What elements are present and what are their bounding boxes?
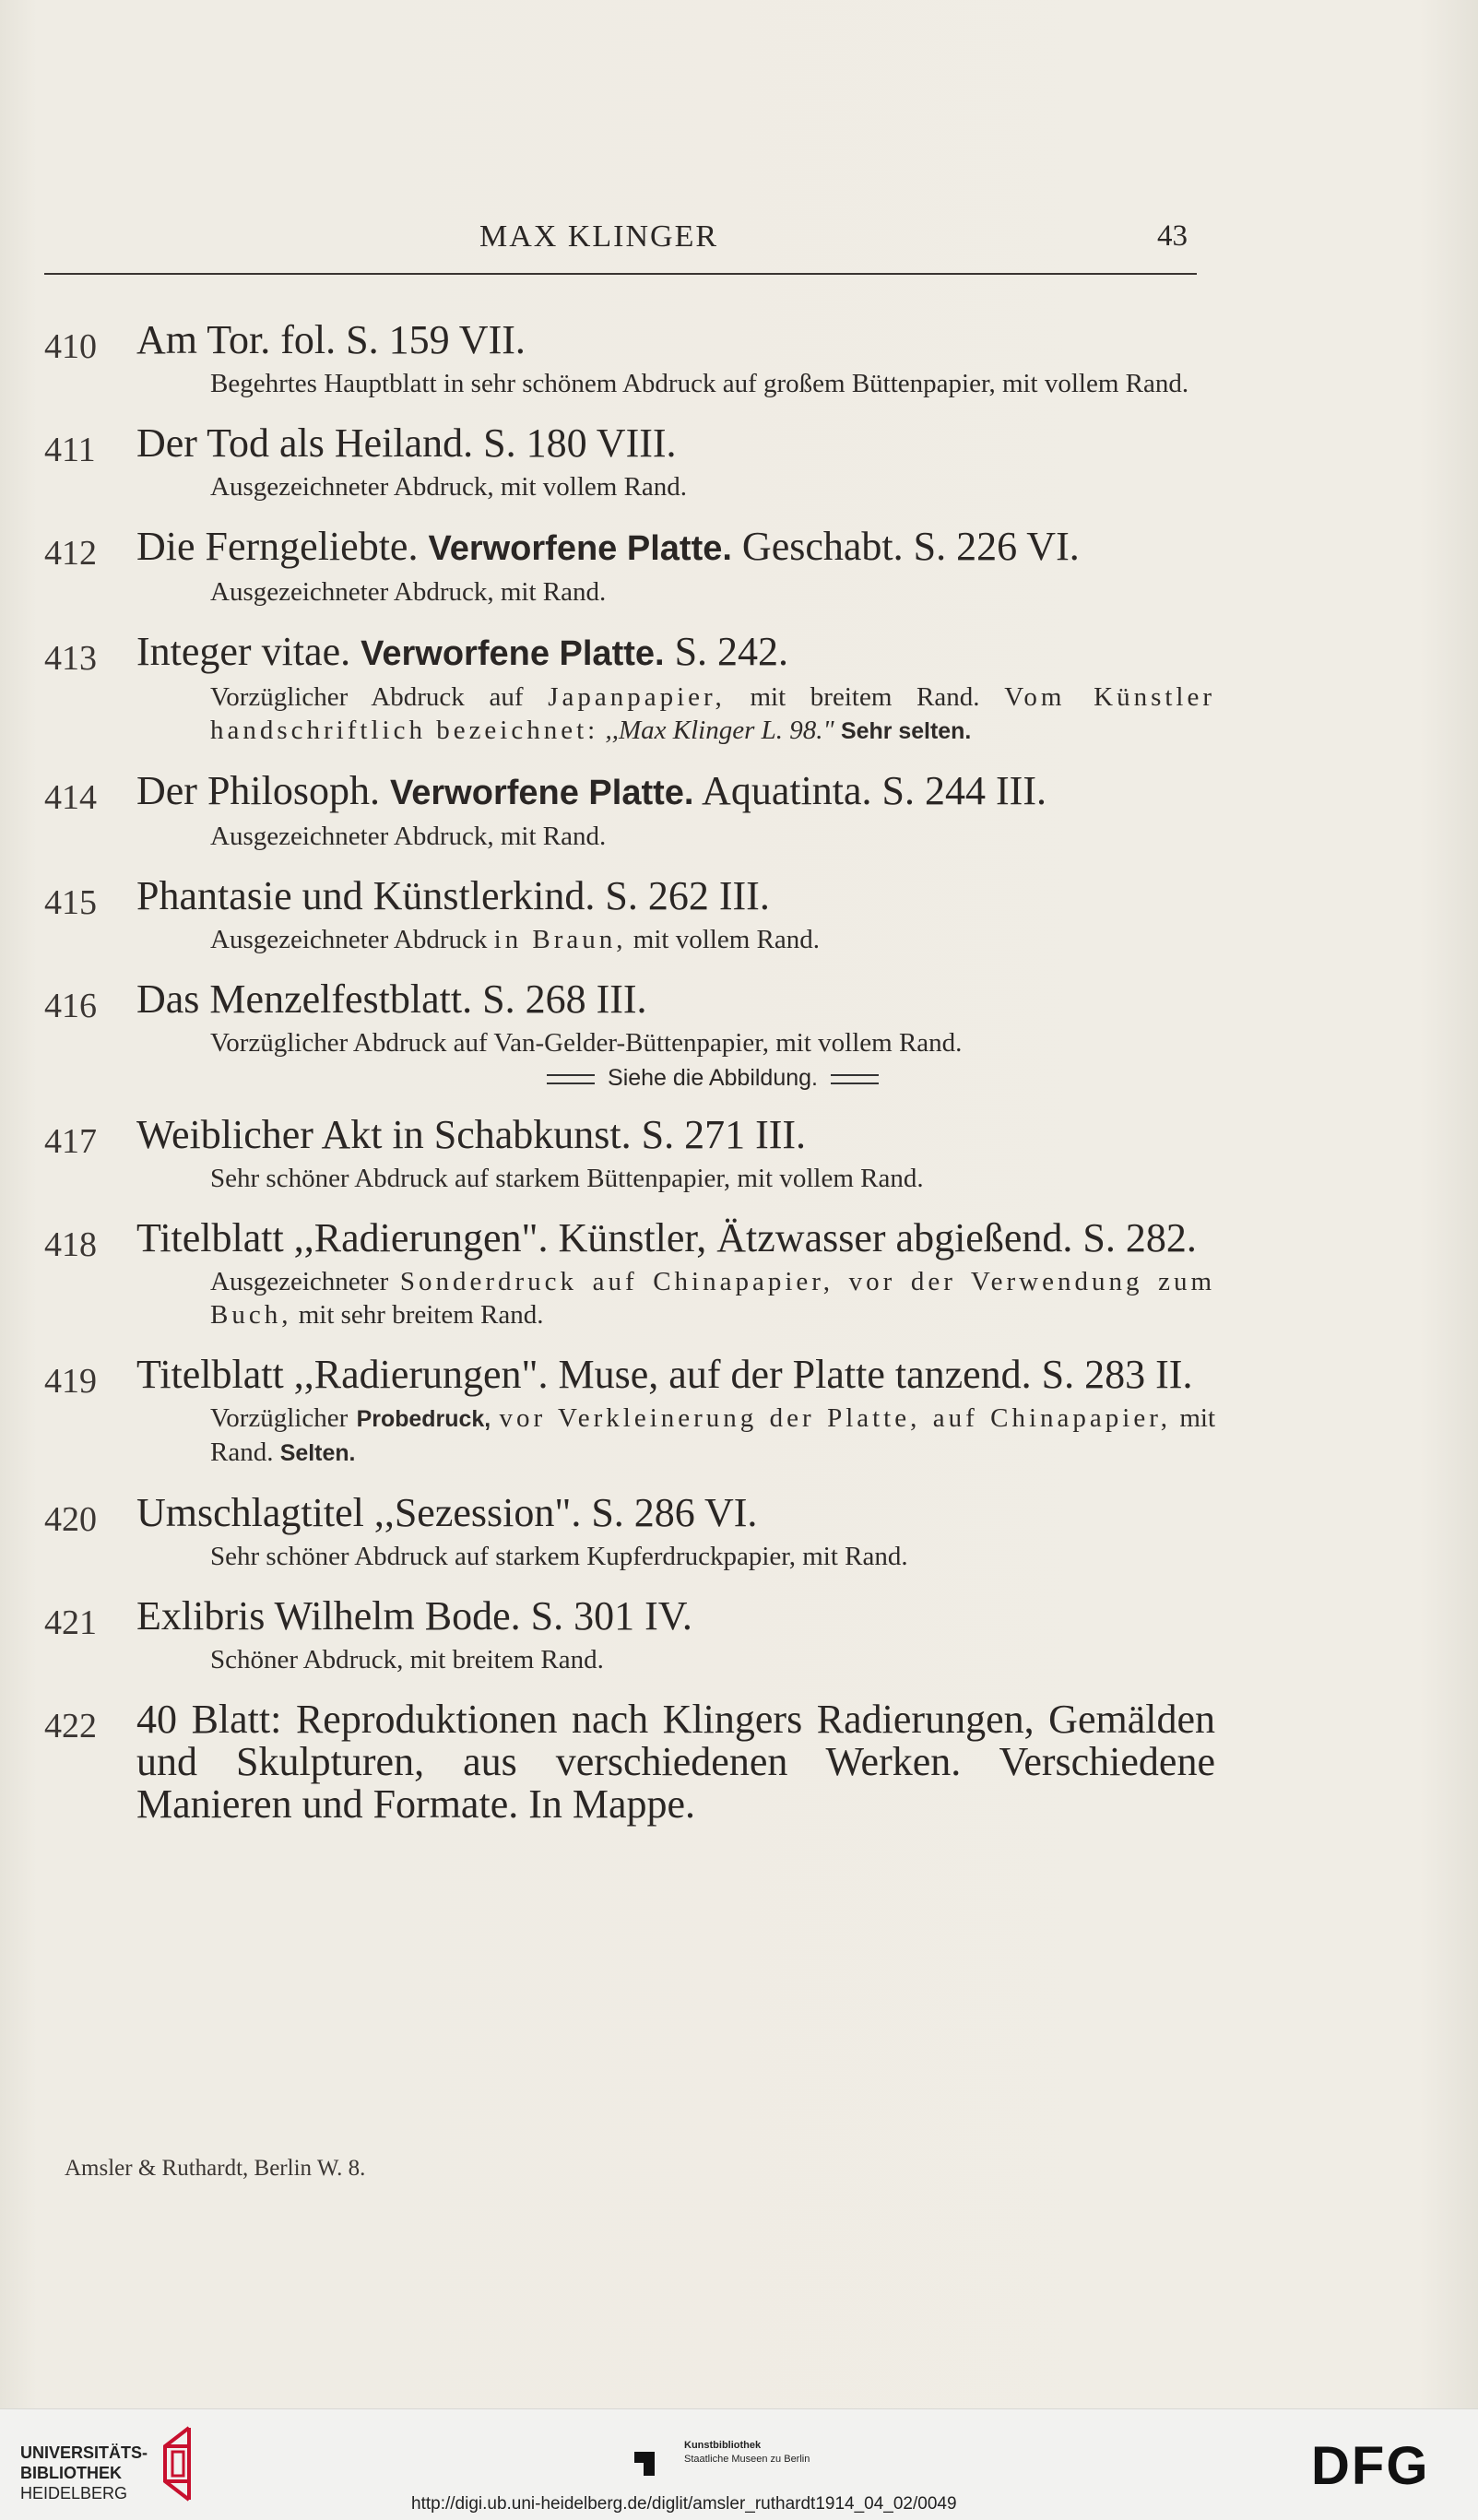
header-rule bbox=[44, 273, 1197, 275]
desc-spaced: in Braun, bbox=[493, 925, 627, 954]
entry-number: 411 bbox=[44, 431, 96, 469]
digitization-footer bbox=[0, 2408, 1478, 2520]
entry-description: Ausgezeichneter Abdruck, mit Rand. bbox=[210, 822, 607, 851]
desc-part: Vorzüglicher Abdruck auf bbox=[210, 682, 524, 712]
desc-spaced: Sonderdruck auf Chinapapier, vor der Verwendung zum Buch, bbox=[210, 1267, 1216, 1330]
entry-title: Umschlagtitel ,,Sezession". S. 286 VI. bbox=[136, 1490, 758, 1535]
entry-title: Das Menzelfestblatt. S. 268 III. bbox=[136, 976, 647, 1022]
entry-number: 415 bbox=[44, 883, 97, 922]
publisher-imprint: Amsler & Ruthardt, Berlin W. 8. bbox=[65, 2156, 366, 2181]
entry-number: 412 bbox=[44, 534, 97, 573]
entry-description: Sehr schöner Abdruck auf starkem Büttenpapier, mit vollem Rand. bbox=[210, 1164, 924, 1193]
entry-number: 421 bbox=[44, 1603, 97, 1642]
kunstbibliothek-emblem-icon bbox=[633, 2444, 669, 2478]
catalog-entry bbox=[44, 631, 1215, 748]
entry-number: 422 bbox=[44, 1707, 97, 1745]
desc-part: mit vollem Rand. bbox=[633, 925, 820, 954]
double-rule bbox=[831, 1074, 879, 1084]
catalog-entry bbox=[44, 1698, 1215, 1826]
title-part: Integer vitae. bbox=[136, 629, 351, 674]
title-part: Der Philosoph. bbox=[136, 768, 380, 813]
desc-bold: Selten. bbox=[279, 1440, 356, 1466]
kb-line: Staatliche Museen zu Berlin bbox=[684, 2454, 810, 2465]
entry-title: Weiblicher Akt in Schabkunst. S. 271 III. bbox=[136, 1112, 807, 1157]
catalog-entry bbox=[44, 1492, 1215, 1573]
catalog-entry bbox=[44, 770, 1215, 853]
desc-bold: Sehr selten. bbox=[840, 718, 972, 744]
title-emphasis: Verworfene Platte. bbox=[428, 529, 732, 568]
permalink-url[interactable]: http://digi.ub.uni-heidelberg.de/diglit/amsler_ruthardt1914_04_02/0049 bbox=[411, 2494, 957, 2514]
catalog-entry bbox=[44, 1354, 1215, 1470]
desc-italic: L. 98." bbox=[761, 716, 834, 745]
entry-title: Exlibris Wilhelm Bode. S. 301 IV. bbox=[136, 1593, 692, 1639]
title-part: Aquatinta. S. 244 III. bbox=[702, 768, 1046, 813]
entry-description: Schöner Abdruck, mit breitem Rand. bbox=[210, 1645, 604, 1674]
entry-description bbox=[210, 923, 1215, 956]
entry-number: 419 bbox=[44, 1362, 97, 1401]
desc-spaced: vor Verkleinerung der Platte, auf Chinapapier, bbox=[499, 1403, 1171, 1433]
entry-title: 40 Blatt: Reproduktionen nach Klingers Radierungen, Gemälden und Skulpturen, aus verschiedenen Werken. Verschiedene Manieren und Formate. In Mappe. bbox=[136, 1697, 1215, 1827]
running-header bbox=[44, 219, 1188, 266]
ub-logo-line: BIBLIOTHEK bbox=[20, 2464, 122, 2482]
entry-number: 410 bbox=[44, 327, 97, 366]
desc-italic: ,,Max Klinger bbox=[605, 716, 755, 745]
entry-description: Sehr schöner Abdruck auf starkem Kupferdruckpapier, mit Rand. bbox=[210, 1542, 908, 1571]
catalog-entry bbox=[44, 875, 1215, 956]
catalog-entry bbox=[44, 1217, 1215, 1331]
catalog-entries bbox=[44, 319, 1215, 1848]
title-emphasis: Verworfene Platte. bbox=[390, 774, 694, 812]
entry-title bbox=[136, 526, 1215, 570]
desc-spaced: Vom Künstler handschriftlich bezeichnet: bbox=[210, 682, 1216, 745]
catalog-entry bbox=[44, 1595, 1215, 1676]
title-part: S. 242. bbox=[674, 629, 789, 674]
entry-title bbox=[136, 770, 1215, 814]
desc-part: Vorzüglicher bbox=[210, 1403, 349, 1433]
title-part: Geschabt. S. 226 VI. bbox=[741, 524, 1080, 569]
illustration-note bbox=[210, 1065, 1215, 1092]
ub-emblem-icon bbox=[152, 2422, 207, 2505]
entry-description bbox=[210, 1265, 1215, 1331]
entry-number: 413 bbox=[44, 639, 97, 678]
title-emphasis: Verworfene Platte. bbox=[361, 634, 665, 673]
entry-description: Ausgezeichneter Abdruck, mit vollem Rand. bbox=[210, 472, 688, 502]
dfg-logo[interactable]: DFG bbox=[1311, 2436, 1430, 2496]
entry-title bbox=[136, 631, 1215, 675]
entry-number: 414 bbox=[44, 778, 97, 817]
desc-part: mit sehr breitem Rand. bbox=[298, 1300, 544, 1330]
desc-part: mit Rand. bbox=[210, 1403, 1216, 1467]
catalog-entry bbox=[44, 319, 1215, 400]
entry-title: Titelblatt ,,Radierungen". Muse, auf der Platte tanzend. S. 283 II. bbox=[136, 1352, 1193, 1397]
entry-number: 420 bbox=[44, 1500, 97, 1539]
entry-title: Der Tod als Heiland. S. 180 VIII. bbox=[136, 420, 677, 466]
entry-title: Am Tor. fol. S. 159 VII. bbox=[136, 317, 526, 362]
desc-part: Ausgezeichneter bbox=[210, 1267, 389, 1296]
entry-description: Begehrtes Hauptblatt in sehr schönem Abdruck auf großem Büttenpapier, mit vollem Rand. bbox=[210, 369, 1189, 398]
catalog-entry bbox=[44, 422, 1215, 503]
double-rule bbox=[547, 1074, 595, 1084]
catalog-entry bbox=[44, 1114, 1215, 1195]
title-part: Die Ferngeliebte. bbox=[136, 524, 419, 569]
entry-number: 417 bbox=[44, 1122, 97, 1161]
note-text: Siehe die Abbildung. bbox=[608, 1065, 818, 1091]
entry-title: Phantasie und Künstlerkind. S. 262 III. bbox=[136, 873, 770, 918]
entry-description: Ausgezeichneter Abdruck, mit Rand. bbox=[210, 577, 607, 607]
entry-description bbox=[210, 1402, 1215, 1470]
kunstbibliothek-text bbox=[684, 2439, 810, 2467]
ub-logo-line: UNIVERSITÄTS- bbox=[20, 2443, 148, 2462]
kb-line: Kunstbibliothek bbox=[684, 2440, 762, 2451]
desc-bold: Probedruck, bbox=[356, 1406, 491, 1432]
catalog-entry bbox=[44, 526, 1215, 609]
entry-title: Titelblatt ,,Radierungen". Künstler, Ätzwasser abgießend. S. 282. bbox=[136, 1215, 1197, 1260]
page-number: 43 bbox=[1157, 219, 1188, 253]
header-title: MAX KLINGER bbox=[479, 219, 719, 254]
entry-number: 418 bbox=[44, 1225, 97, 1264]
entry-number: 416 bbox=[44, 987, 97, 1025]
ub-heidelberg-logo[interactable] bbox=[20, 2443, 148, 2503]
desc-part: Ausgezeichneter Abdruck bbox=[210, 925, 488, 954]
entry-description: Vorzüglicher Abdruck auf Van-Gelder-Büttenpapier, mit vollem Rand. bbox=[210, 1028, 963, 1058]
entry-description bbox=[210, 680, 1215, 748]
desc-spaced: Japanpapier, bbox=[548, 682, 726, 712]
catalog-entry bbox=[44, 978, 1215, 1092]
desc-part: mit breitem Rand. bbox=[750, 682, 980, 712]
ub-logo-line: HEIDELBERG bbox=[20, 2484, 128, 2502]
